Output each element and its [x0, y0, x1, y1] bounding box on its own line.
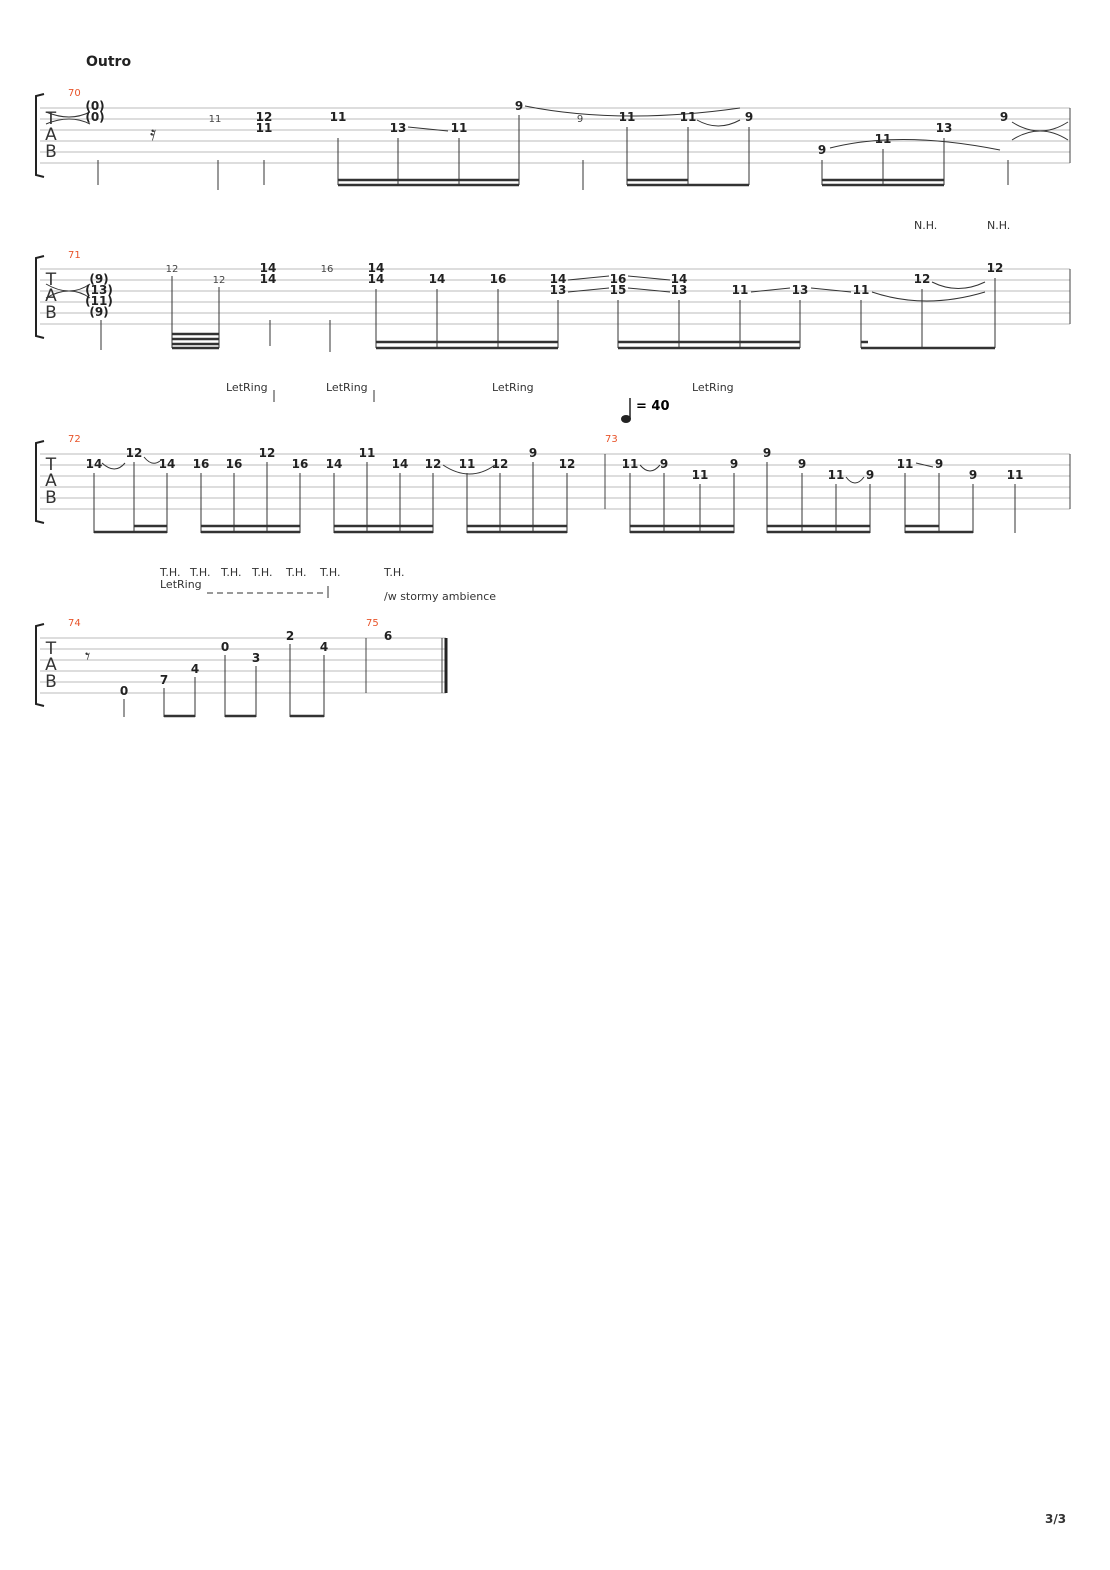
measure-number: 73 — [605, 434, 618, 445]
fret-note: 12 — [258, 446, 276, 460]
fret-note: 9 — [744, 110, 754, 124]
fret-note: 12 — [165, 264, 179, 275]
fret-note: 11 — [1006, 468, 1024, 482]
tab-letter-a: A — [45, 655, 57, 675]
tab-letter-t: T — [45, 455, 57, 475]
fret-note: 7 — [159, 673, 169, 687]
annotation-th: T.H. — [221, 566, 242, 579]
fret-note: 14 — [670, 272, 688, 286]
fret-note: 9 — [528, 446, 538, 460]
tab-letter-b: B — [45, 488, 57, 508]
fret-note: 16 — [192, 457, 210, 471]
tab-system-3 — [0, 375, 1110, 555]
tab-letter-a: A — [45, 471, 57, 491]
fret-note: 11 — [618, 110, 636, 124]
fret-note: 6 — [383, 629, 393, 643]
fret-note: 13 — [791, 283, 809, 297]
fret-note: (0) — [85, 110, 105, 124]
fret-note: 14 — [325, 457, 343, 471]
fret-note: 11 — [691, 468, 709, 482]
tab-system-4 — [0, 560, 600, 720]
fret-note: 11 — [874, 132, 892, 146]
fret-note: 11 — [358, 446, 376, 460]
annotation-th: T.H. — [190, 566, 211, 579]
fret-note: 9 — [762, 446, 772, 460]
tab-letter-a: A — [45, 125, 57, 145]
fret-note: 4 — [319, 640, 329, 654]
fret-note: 14 — [428, 272, 446, 286]
fret-note: (13) — [85, 283, 113, 297]
rest-symbol: 𝄿 — [150, 121, 157, 145]
fret-note: 16 — [320, 264, 334, 275]
fret-note: 11 — [827, 468, 845, 482]
fret-note: (0) — [85, 99, 105, 113]
annotation-th: T.H. — [252, 566, 273, 579]
measure-number: 70 — [68, 88, 81, 99]
annotation-letring: LetRing — [226, 381, 268, 394]
fret-note: 14 — [367, 261, 385, 275]
fret-note: 9 — [576, 114, 584, 125]
tab-letter-b: B — [45, 142, 57, 162]
fret-note: 9 — [865, 468, 875, 482]
measure-number: 74 — [68, 618, 81, 629]
page-number: 3/3 — [1045, 1512, 1067, 1526]
fret-note: 4 — [190, 662, 200, 676]
fret-note: 11 — [255, 121, 273, 135]
fret-note: 9 — [659, 457, 669, 471]
fret-note: 11 — [450, 121, 468, 135]
fret-note: 12 — [255, 110, 273, 124]
tab-system-1 — [0, 0, 1110, 200]
fret-note: 9 — [999, 110, 1009, 124]
fret-note: 14 — [259, 272, 277, 286]
fret-note: 14 — [367, 272, 385, 286]
annotation-th: T.H. — [160, 566, 181, 579]
fret-note: 11 — [852, 283, 870, 297]
fret-note: 14 — [549, 272, 567, 286]
fret-note: 16 — [489, 272, 507, 286]
fret-note: 16 — [609, 272, 627, 286]
tab-letter-t: T — [45, 639, 57, 659]
fret-note: 15 — [609, 283, 627, 297]
tab-letter-a: A — [45, 286, 57, 306]
annotation-letring: LetRing — [160, 578, 202, 591]
fret-note: 12 — [986, 261, 1004, 275]
tab-letter-t: T — [45, 109, 57, 129]
tab-letter-t: T — [45, 270, 57, 290]
annotation-letring: LetRing — [692, 381, 734, 394]
fret-note: 13 — [389, 121, 407, 135]
fret-note: 9 — [514, 99, 524, 113]
fret-note: 11 — [208, 114, 222, 125]
fret-note: 0 — [220, 640, 230, 654]
measure-number: 75 — [366, 618, 379, 629]
fret-note: 9 — [968, 468, 978, 482]
fret-note: 9 — [817, 143, 827, 157]
fret-note: (9) — [89, 305, 109, 319]
fret-note: 2 — [285, 629, 295, 643]
fret-note: 14 — [391, 457, 409, 471]
fret-note: 9 — [797, 457, 807, 471]
annotation-th: T.H. — [384, 566, 405, 579]
fret-note: 11 — [731, 283, 749, 297]
fret-note: 12 — [424, 457, 442, 471]
annotation-nh: N.H. — [987, 219, 1011, 232]
tab-letter-b: B — [45, 672, 57, 692]
measure-number: 71 — [68, 250, 81, 261]
fret-note: 12 — [212, 275, 226, 286]
section-title: Outro — [86, 54, 132, 70]
fret-note: 11 — [621, 457, 639, 471]
annotation-th: T.H. — [320, 566, 341, 579]
tab-letter-b: B — [45, 303, 57, 323]
fret-note: 14 — [158, 457, 176, 471]
fret-note: 12 — [125, 446, 143, 460]
fret-note: 0 — [119, 684, 129, 698]
fret-note: 11 — [896, 457, 914, 471]
fret-note: 14 — [85, 457, 103, 471]
fret-note: 12 — [913, 272, 931, 286]
fret-note: (11) — [85, 294, 113, 308]
fret-note: 14 — [259, 261, 277, 275]
fret-note: 12 — [491, 457, 509, 471]
annotation-letring: LetRing — [326, 381, 368, 394]
fret-note: (9) — [89, 272, 109, 286]
fret-note: 11 — [679, 110, 697, 124]
fret-note: 9 — [934, 457, 944, 471]
fret-note: 13 — [670, 283, 688, 297]
tempo-marking: = 40 — [636, 399, 670, 414]
fret-note: 11 — [329, 110, 347, 124]
annotation-stormy-ambience: /w stormy ambience — [384, 590, 497, 603]
fret-note: 16 — [291, 457, 309, 471]
fret-note: 13 — [549, 283, 567, 297]
annotation-letring: LetRing — [492, 381, 534, 394]
fret-note: 3 — [251, 651, 261, 665]
fret-note: 13 — [935, 121, 953, 135]
measure-number: 72 — [68, 434, 81, 445]
rest-symbol: 𝄾 — [85, 644, 91, 668]
annotation-nh: N.H. — [914, 219, 938, 232]
annotation-th: T.H. — [286, 566, 307, 579]
fret-note: 9 — [729, 457, 739, 471]
fret-note: 11 — [458, 457, 476, 471]
tab-system-2 — [0, 200, 1110, 400]
fret-note: 16 — [225, 457, 243, 471]
fret-note: 12 — [558, 457, 576, 471]
